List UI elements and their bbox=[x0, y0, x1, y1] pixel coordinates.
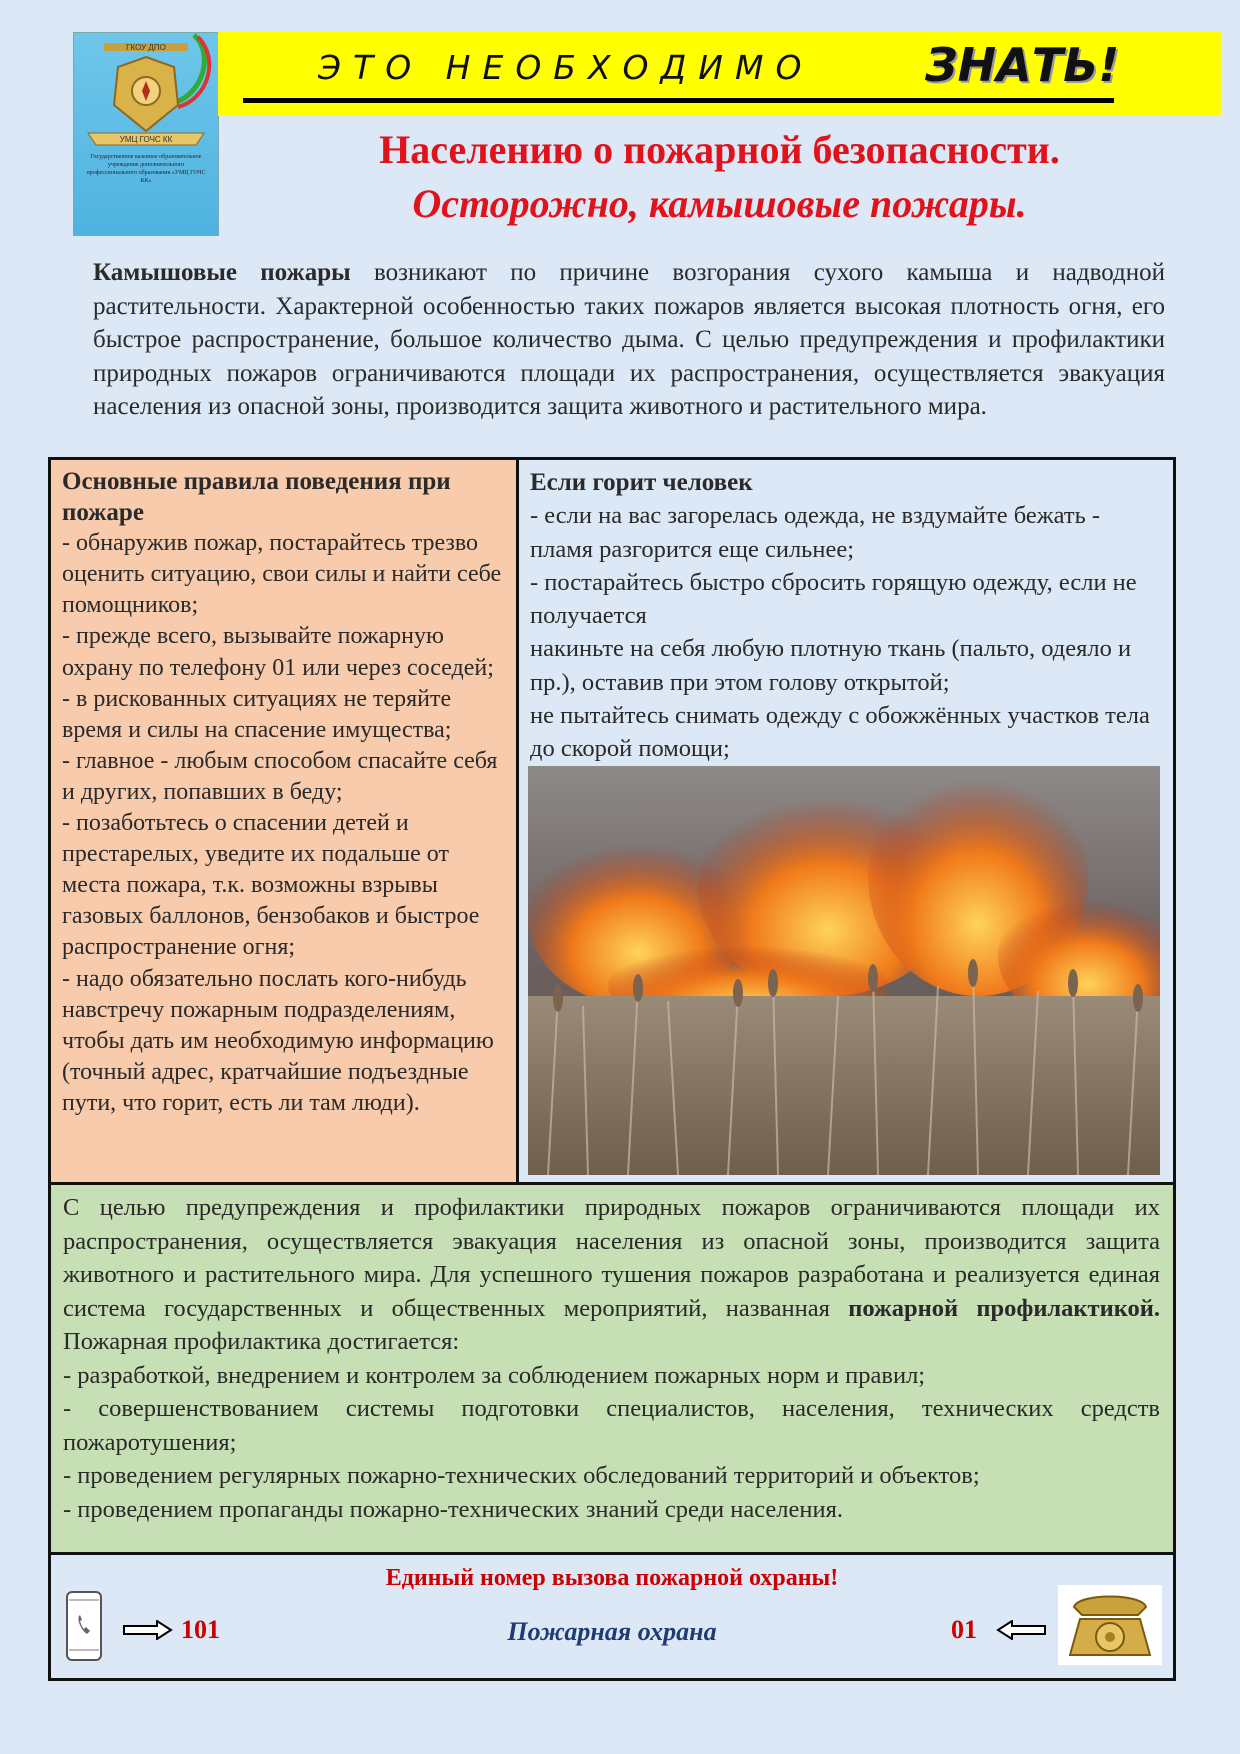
rules-box bbox=[51, 460, 519, 1185]
rules-item: - обнаружив пожар, постарайтесь трезво оценить ситуацию, свои силы и найти себе помощников; bbox=[62, 530, 502, 619]
footer bbox=[51, 1555, 1173, 1678]
prevention-item: - совершенствованием системы подготовки специалистов, населения, технических средств пожаротушения; bbox=[63, 1395, 1160, 1456]
footer-title: Единый номер вызова пожарной охраны! bbox=[385, 1565, 839, 1591]
prevention-box bbox=[51, 1185, 1173, 1555]
logo-caption: Государственное казенное образовательное учреждение дополнительного профессионального образования «УМЦ ГОЧС КК» bbox=[86, 154, 206, 184]
logo-top-text: ГКОУ ДПО bbox=[126, 43, 166, 52]
rules-heading: Основные правила поведения при пожаре bbox=[62, 468, 451, 527]
mobile-number: 101 bbox=[181, 1615, 220, 1644]
page-title: Населению о пожарной безопасности. bbox=[379, 127, 1060, 172]
banner-text: ЭТО НЕОБХОДИМО bbox=[318, 48, 814, 87]
service-name: Пожарная охрана bbox=[507, 1617, 717, 1646]
prevention-bold-term: пожарной профилактикой. bbox=[848, 1294, 1160, 1322]
arrow-left-icon bbox=[996, 1620, 1046, 1640]
rules-item: - в рискованных ситуациях не теряйте время и силы на спасение имущества; bbox=[62, 685, 452, 743]
intro-text: возникают по причине возгорания сухого камыша и надводной растительности. Характерной особенностью таких пожаров является высокая плотность огня, его быстрое распространение, большое количество дыма. С целью предупреждения и профилактики природных пожаров ограничиваются площади их распространения, осуществляется эвакуация населения из опасной зоны, производится защита животного и растительного мира. bbox=[93, 259, 1166, 420]
prevention-text-after: Пожарная профилактика достигается: bbox=[63, 1328, 460, 1355]
logo-emblem bbox=[74, 33, 218, 235]
intro-paragraph bbox=[93, 256, 1165, 424]
banner-underline bbox=[243, 98, 1114, 103]
landline-number: 01 bbox=[951, 1615, 977, 1644]
intro-bold-term: Камышовые пожары bbox=[93, 259, 351, 286]
reed-fire-photo bbox=[528, 766, 1160, 1175]
burning-item: - постарайтесь быстро сбросить горящую одежду, если не получается bbox=[530, 568, 1137, 630]
page-subtitle: Осторожно, камышовые пожары. bbox=[412, 181, 1027, 226]
burning-item: накиньте на себя любую плотную ткань (пальто, одеяло и пр.), оставив при этом голову открытой; bbox=[530, 635, 1132, 696]
prevention-item: - проведением регулярных пожарно-технических обследований территорий и объектов; bbox=[63, 1462, 980, 1489]
rules-item: - прежде всего, вызывайте пожарную охрану по телефону 01 или через соседей; bbox=[62, 623, 494, 681]
prevention-paragraph bbox=[63, 1191, 1160, 1359]
banner-strong-text: ЗНАТЬ! bbox=[925, 38, 1120, 92]
burning-item: не пытайтесь снимать одежду с обожжённых участков тела до скорой помощи; bbox=[530, 702, 1150, 763]
prevention-item: - разработкой, внедрением и контролем за соблюдением пожарных норм и правил; bbox=[63, 1361, 926, 1389]
burning-item: - если на вас загорелась одежда, не вздумайте бежать - пламя разгорится еще сильнее; bbox=[530, 502, 1101, 563]
prevention-item: - проведением пропаганды пожарно-технических знаний среди населения. bbox=[63, 1495, 843, 1523]
rotary-phone-icon bbox=[1058, 1585, 1162, 1665]
rules-item: - главное - любым способом спасайте себя и других, попавших в беду; bbox=[62, 747, 498, 805]
burning-heading: Если горит человек bbox=[530, 469, 753, 496]
rules-item: - надо обязательно послать кого-нибудь навстречу пожарным подразделениям, чтобы дать им необходимую информацию (точный адрес, кратчайшие подъездные пути, что горит, есть ли там люди). bbox=[62, 965, 494, 1116]
organization-logo bbox=[73, 32, 219, 236]
logo-ribbon-text: УМЦ ГОЧС КК bbox=[119, 135, 173, 144]
rules-item: - позаботьтесь о спасении детей и престарелых, уведите их подальше от места пожара, т.к. возможны взрывы газовых баллонов, бензобаков и быстрое распространение огня; bbox=[62, 810, 480, 961]
prevention-text-before: С целью предупреждения и профилактики природных пожаров ограничиваются площади их распространения, осуществляется эвакуация населения из опасной зоны, производится защита животного и растительного мира. Для успешного тушения пожаров разработана и реализуется единая система государственных и общественных мероприятий, названная bbox=[63, 1194, 1160, 1322]
